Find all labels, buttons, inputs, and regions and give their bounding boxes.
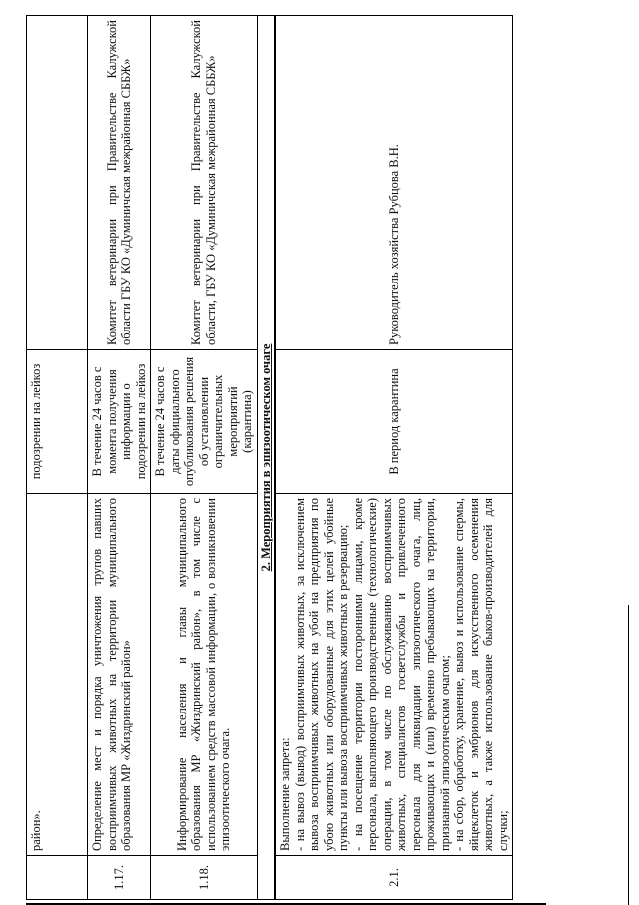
row-action: Определение мест и порядка уничтожения трупов павших восприимчивых животных на территории муниципального образования МР «Жиздринский район» (88, 494, 151, 856)
row-action: район». (27, 494, 88, 856)
footnote-rule (628, 605, 629, 905)
table-row (151, 16, 258, 900)
section-title: 2. Мероприятия в эпизоотическом очаге (257, 16, 275, 900)
table-row (27, 16, 88, 900)
row-action: Информирование населения и главы муниципального образования МР «Жиздринский район», в том числе с использованием средств массовой информации, о возникновении эпизоотического очага. (151, 494, 258, 856)
table-row (275, 16, 513, 900)
table-row (88, 16, 151, 900)
section-header-row (257, 16, 275, 900)
row-number: 2.1. (275, 856, 513, 900)
row-number: 1.17. (88, 856, 151, 900)
measures-table (26, 15, 513, 900)
row-responsible: Комитет ветеринарии при Правительстве Калужской области ГБУ КО «Думиничская межрайонная СББЖ» (88, 16, 151, 350)
row-deadline: подозрении на лейкоз (27, 350, 88, 494)
row-deadline: В течение 24 часов с даты официального опубликования решения об установлении ограничительных мероприятий (карантина) (151, 350, 258, 494)
row-deadline: В течение 24 часов с момента получения информации о подозрении на лейкоз (88, 350, 151, 494)
row-number (27, 856, 88, 900)
row-action (275, 494, 513, 856)
action-item: - на вывоз (вывод) восприимчивых животных, за исключением вывоза восприимчивых животных на убой на предприятия по убою животных или оборудованные для этих целей убойные пункты или вывоза восприимчивых животных в резервацию; (292, 498, 350, 851)
action-item: - на посещение территории посторонними лицами, кроме персонала, выполняющего производственные (технологические) операции, в том числе по обслуживанию восприимчивых животных, специалистов госветслужбы и привлеченного персонала для ликвидации эпизоотического очага, лиц, проживающих и (или) временно пребывающих на территории, признанной эпизоотическим очагом; (350, 498, 452, 851)
row-responsible: Комитет ветеринарии при Правительстве Калужской области, ГБУ КО «Думиничская межрайонная СББЖ» (151, 16, 258, 350)
row-number: 1.18. (151, 856, 258, 900)
action-intro: Выполнение запрета: (278, 737, 292, 851)
action-item: - на сбор, обработку, хранение, вывоз и использование спермы, яйцеклеток и эмбрионов для искусственного осеменения животных, а также использование быков-производителей для случки; (452, 498, 510, 851)
row-responsible (27, 16, 88, 350)
row-deadline: В период карантина (275, 350, 513, 494)
row-responsible: Руководитель хозяйства Рубцова В.Н. (275, 16, 513, 350)
